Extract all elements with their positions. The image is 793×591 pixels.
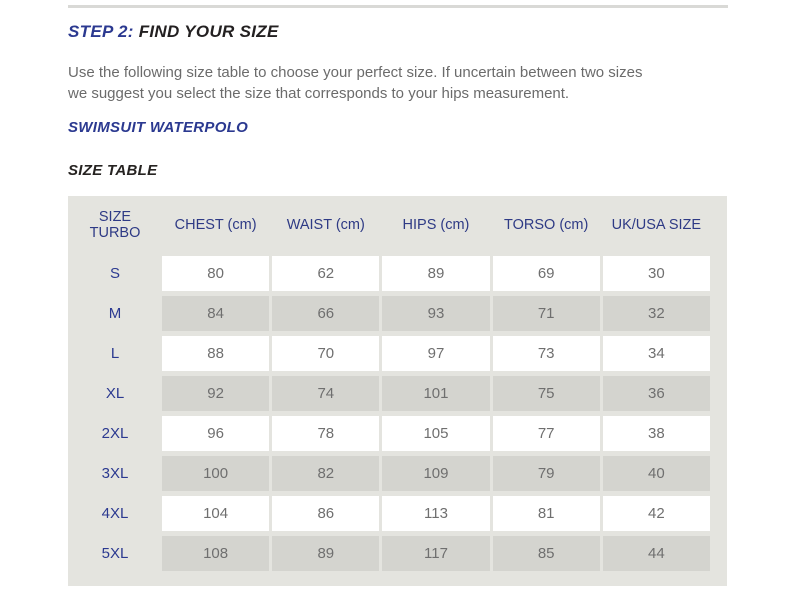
intro-line-2: we suggest you select the size that corresponds to your hips measurement. [68, 85, 570, 102]
table-row-xl [68, 373, 727, 413]
cell-waist: 89 [272, 536, 379, 571]
cell-uk-usa: 42 [603, 496, 710, 531]
column-header-uk-usa-size: UK/USA SIZE [611, 216, 702, 233]
cell-torso: 79 [493, 456, 600, 491]
column-header-waist: WAIST (cm) [286, 216, 365, 233]
cell-chest: 108 [162, 536, 269, 571]
size-label: S [109, 264, 120, 282]
column-header-size-line2: TURBO [89, 224, 141, 241]
size-label: 2XL [101, 424, 129, 442]
table-row-m [68, 293, 727, 333]
size-label: 3XL [101, 464, 129, 482]
cell-uk-usa: 40 [603, 456, 710, 491]
size-label: L [110, 344, 120, 362]
cell-waist: 74 [272, 376, 379, 411]
column-header-hips: HIPS (cm) [402, 216, 470, 233]
intro-line-1: Use the following size table to choose your perfect size. If uncertain between two sizes [68, 64, 643, 81]
cell-uk-usa: 44 [603, 536, 710, 571]
column-header-torso: TORSO (cm) [504, 216, 589, 233]
cell-hips: 117 [382, 536, 489, 571]
cell-hips: 89 [382, 256, 489, 291]
cell-uk-usa: 32 [603, 296, 710, 331]
cell-hips: 101 [382, 376, 489, 411]
size-label: 4XL [101, 504, 129, 522]
column-header-chest: CHEST (cm) [174, 216, 257, 233]
table-row-3xl [68, 453, 727, 493]
column-header-size-line1: SIZE [98, 208, 132, 225]
cell-torso: 77 [493, 416, 600, 451]
size-table-header-row [68, 196, 727, 253]
size-table [68, 196, 727, 586]
cell-waist: 86 [272, 496, 379, 531]
cell-chest: 100 [162, 456, 269, 491]
cell-uk-usa: 30 [603, 256, 710, 291]
cell-torso: 85 [493, 536, 600, 571]
cell-uk-usa: 34 [603, 336, 710, 371]
top-divider [68, 5, 728, 8]
cell-waist: 62 [272, 256, 379, 291]
table-row-l [68, 333, 727, 373]
table-row-4xl [68, 493, 727, 533]
step-heading-text: FIND YOUR SIZE [138, 22, 279, 41]
cell-waist: 70 [272, 336, 379, 371]
table-row-2xl [68, 413, 727, 453]
size-label: M [108, 304, 122, 322]
cell-torso: 73 [493, 336, 600, 371]
cell-hips: 113 [382, 496, 489, 531]
cell-uk-usa: 38 [603, 416, 710, 451]
column-header-size-turbo [68, 209, 162, 241]
cell-chest: 84 [162, 296, 269, 331]
cell-chest: 96 [162, 416, 269, 451]
cell-torso: 71 [493, 296, 600, 331]
cell-hips: 93 [382, 296, 489, 331]
cell-torso: 69 [493, 256, 600, 291]
product-heading: SWIMSUIT WATERPOLO [68, 119, 249, 136]
step-heading-prefix: STEP 2: [68, 22, 134, 41]
intro-paragraph [68, 62, 668, 104]
size-label: XL [105, 384, 125, 402]
cell-uk-usa: 36 [603, 376, 710, 411]
cell-torso: 75 [493, 376, 600, 411]
size-table-body [68, 253, 727, 573]
cell-torso: 81 [493, 496, 600, 531]
cell-hips: 97 [382, 336, 489, 371]
step-heading [68, 22, 793, 42]
cell-chest: 104 [162, 496, 269, 531]
cell-waist: 82 [272, 456, 379, 491]
table-row-5xl [68, 533, 727, 573]
cell-chest: 88 [162, 336, 269, 371]
cell-waist: 78 [272, 416, 379, 451]
size-label: 5XL [101, 544, 129, 562]
table-row-s [68, 253, 727, 293]
cell-chest: 92 [162, 376, 269, 411]
size-table-heading: SIZE TABLE [68, 162, 158, 179]
cell-waist: 66 [272, 296, 379, 331]
cell-chest: 80 [162, 256, 269, 291]
cell-hips: 105 [382, 416, 489, 451]
cell-hips: 109 [382, 456, 489, 491]
